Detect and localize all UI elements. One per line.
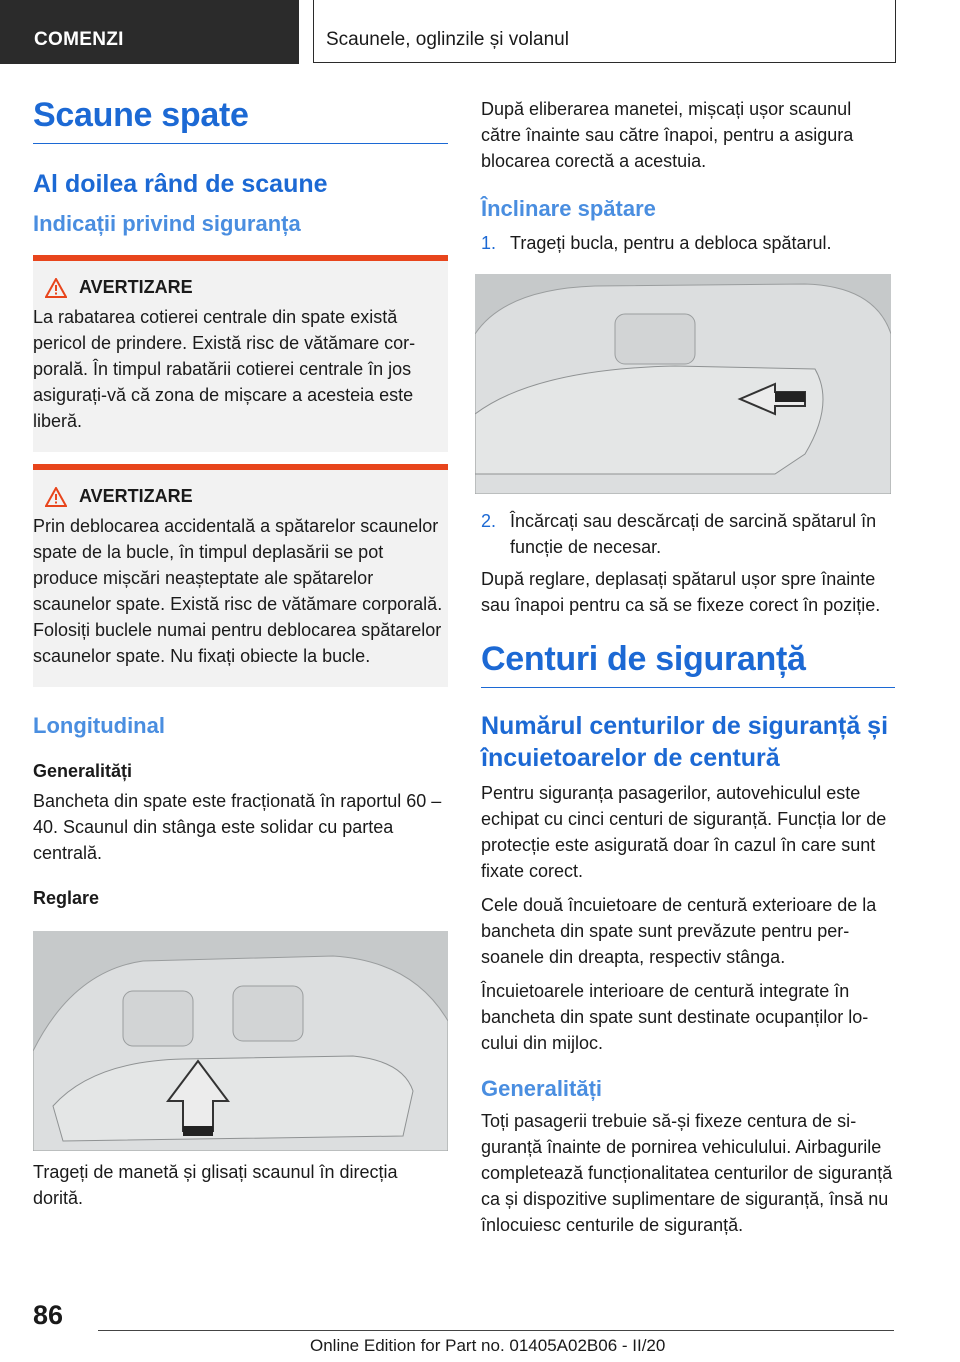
paragraph-adjust: Trageți de manetă și glisați scaunul în direcția dorită. xyxy=(33,1162,398,1208)
warning-1-text: La rabatarea cotierei centrale din spate există pericol de prindere. Există risc de vătămare corporală. În timpul rabatării cotierei centrale în jos asigurați-vă că zona de mișcare a acesteia este liberă. xyxy=(33,307,416,431)
header-section-tab xyxy=(0,0,299,64)
warning-triangle-icon xyxy=(45,487,67,507)
header-chapter-label: Scaunele, oglinzile și volanul xyxy=(326,29,569,50)
left-column xyxy=(33,96,448,1211)
footer-edition: Online Edition for Part no. 01405A02B06 - II/20 xyxy=(310,1336,666,1355)
step-2-text: Încărcați sau descărcați de sarcină spătarul în funcție de necesar. xyxy=(510,511,877,557)
section-title-block xyxy=(33,96,448,144)
heading-longitudinal: Longitudinal xyxy=(33,713,165,738)
heading-safety: Indicații privind siguranța xyxy=(33,211,301,236)
paragraph-general-belts: Toți pasagerii trebuie să-și fixeze centura de siguranță înainte de pornirea vehiculului. Airbagurile completează funcționalitatea centurilor de siguranță ca și dispozitive suplimentare de siguranță, însă nu înlocuiesc centurile de siguranță. xyxy=(481,1111,893,1235)
heading-general-belts: Generalități xyxy=(481,1076,603,1101)
warning-2-text: Prin deblocarea accidentală a spătarelor scaunelor spate de la bucle, în timpul deplasării se pot produce mișcări neașteptate ale spătarelor scaunelor spate. Există risc de vătămare corporală. Folosiți buclele numai pentru deblocarea spătarelor scaunelor spate. Nu fixați obiecte la bucle. xyxy=(33,516,443,666)
header-chapter-tab xyxy=(313,0,896,63)
list-item xyxy=(481,230,895,256)
paragraph-count-2: Cele două încuietoare de centură exterioare de la bancheta din spate sunt prevăzute pentru persoanele din dreapta, respectiv stânga. xyxy=(481,895,877,967)
warning-2-title: AVERTIZARE xyxy=(79,486,193,506)
heading-tilt: Înclinare spătare xyxy=(481,196,656,221)
step-1-number: 1. xyxy=(481,233,497,253)
paragraph-count-1: Pentru siguranța pasagerilor, autovehiculul este echipat cu cinci centuri de siguranță. Funcția lor de protecție este asigurată doar în cazul în care sunt fixate corect. xyxy=(481,783,887,881)
paragraph-after-release: După eliberarea manetei, mișcați ușor scaunul către înainte sau către înapoi, pentru a asigura blocarea corectă a acestuia. xyxy=(481,99,854,171)
paragraph-general: Bancheta din spate este fracționată în raportul 60 – 40. Scaunul din stânga este solidar cu partea centrală. xyxy=(33,791,442,863)
right-column xyxy=(481,96,895,1238)
belts-title-block xyxy=(481,640,895,688)
heading-belt-count: Numărul centurilor de siguranță și încuietoarelor de centură xyxy=(481,712,889,772)
paragraph-after-adjust: După reglare, deplasați spătarul ușor spre înainte sau înapoi pentru ca să se fixeze corect în poziție. xyxy=(481,569,881,615)
warning-1-title: AVERTIZARE xyxy=(79,277,193,297)
list-item xyxy=(481,508,895,560)
footer-divider xyxy=(98,1330,894,1331)
heading-general: Generalități xyxy=(33,761,133,781)
heading-seat-belts: Centuri de siguranță xyxy=(481,640,806,678)
warning-triangle-icon xyxy=(45,278,67,298)
subtitle-second-row: Al doilea rând de scaune xyxy=(33,170,328,198)
backrest-release-illustration xyxy=(475,274,891,494)
seat-slide-illustration xyxy=(33,931,448,1151)
warning-box-1 xyxy=(33,255,448,452)
warning-box-2 xyxy=(33,464,448,687)
page-title: Scaune spate xyxy=(33,96,249,134)
header-section-label: COMENZI xyxy=(34,29,124,50)
step-1-text: Trageți bucla, pentru a debloca spătarul. xyxy=(510,233,832,253)
step-2-number: 2. xyxy=(481,511,497,531)
page-number: 86 xyxy=(33,1300,64,1330)
heading-adjust: Reglare xyxy=(33,888,100,908)
paragraph-count-3: Încuietoarele interioare de centură integrate în bancheta din spate sunt destinate ocupanților locului din mijloc. xyxy=(481,981,869,1053)
